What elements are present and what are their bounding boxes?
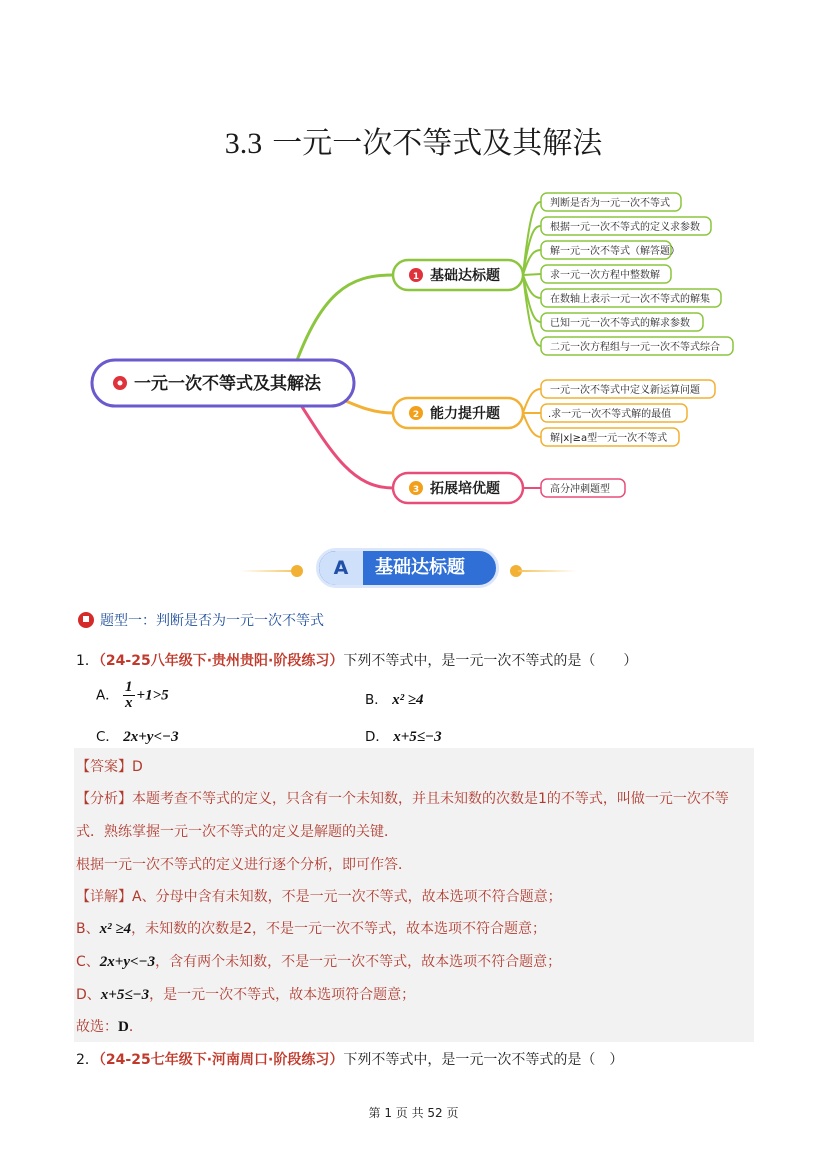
leaf-label: 在数轴上表示一元一次不等式的解集 [550,294,710,305]
leaf-label: 一元一次不等式中定义新运算问题 [550,385,700,396]
question-2-stem: 下列不等式中，是一元一次不等式的是（ ） [343,1052,624,1068]
branch-3-label: 拓展培优题 [430,481,500,497]
mind-map [0,180,827,510]
branch-1-leaves [541,193,733,355]
title-text: 一元一次不等式及其解法 [272,126,603,161]
leaf-label: .求一元一次不等式解的最值 [548,409,672,420]
branch-1-label: 基础达标题 [430,268,500,284]
banner-line-right [518,570,576,572]
banner-line-left [240,570,298,572]
option-b: B． x² ≥4 [365,692,424,708]
root-label: 一元一次不等式及其解法 [134,374,321,394]
branch-2-label: 能力提升题 [430,406,500,422]
banner-dot-left [291,565,303,577]
section-letter: A [319,551,363,585]
page-title [0,118,827,162]
question-1-source: （24-25八年级下·贵州贵阳·阶段练习） [98,653,344,669]
page-footer: 第 1 页 共 52 页 [368,1106,459,1120]
svg-text:2: 2 [412,410,420,420]
question-type-label: 题型一：判断是否为一元一次不等式 [100,613,324,629]
answer-line: 【答案】D [76,759,143,775]
title-number: 3.3 [224,127,263,160]
section-label: 基础达标题 [375,557,465,578]
choice-line: 故选：D． [76,1019,143,1035]
leaf-label: 解|x|≥a型一元一次不等式 [550,433,668,444]
detail-line-b: B、x² ≥4，未知数的次数是2，不是一元一次不等式，故本选项不符合题意； [76,921,546,937]
detail-line-d: D、x+5≤−3，是一元一次不等式，故本选项符合题意； [76,987,416,1003]
question-type-heading [78,610,324,630]
analysis-line: 【分析】本题考查不等式的定义，只含有一个未知数，并且未知数的次数是1的不等式，叫做一元一次不等 [76,791,729,807]
question-2-source: （24-25七年级下·河南周口·阶段练习） [98,1052,344,1068]
option-c: C． 2x+y<−3 [96,729,179,745]
svg-text:3: 3 [412,485,420,495]
leaf-label: 二元一次方程组与一元一次不等式综合 [550,342,720,353]
leaf-label: 高分冲刺题型 [550,484,610,495]
leaf-label: 已知一元一次不等式的解求参数 [550,318,690,329]
detail-line-c: C、2x+y<−3，含有两个未知数，不是一元一次不等式，故本选项不符合题意； [76,954,562,970]
analysis-line: 式．熟练掌握一元一次不等式的定义是解题的关键． [76,824,398,840]
option-a: A． $\frac{1}{x}$ +1>5 [96,679,169,711]
svg-text:1: 1 [412,272,420,282]
branch-3-leaves [541,479,625,497]
option-a-fraction: $\frac{1}{x}$ [125,679,133,711]
analysis-line: 根据一元一次不等式的定义进行逐个分析，即可作答． [76,857,412,873]
option-d: D． x+5≤−3 [365,729,442,745]
leaf-label: 解一元一次不等式（解答题） [550,246,680,257]
leaf-label: 求一元一次方程中整数解 [550,270,660,281]
leaf-label: 根据一元一次不等式的定义求参数 [550,222,700,233]
flag-icon [78,612,94,628]
branch-2-leaves [541,380,715,446]
detail-line: 【详解】A、分母中含有未知数，不是一元一次不等式，故本选项不符合题意； [76,889,562,905]
question-2: 2．（24-25七年级下·河南周口·阶段练习）下列不等式中，是一元一次不等式的是（ ） [76,1052,624,1068]
question-1-stem: 下列不等式中，是一元一次不等式的是（ ） [343,653,638,669]
section-banner [316,548,499,588]
question-1: 1．（24-25八年级下·贵州贵阳·阶段练习）下列不等式中，是一元一次不等式的是（ ） [76,653,638,669]
leaf-label: 判断是否为一元一次不等式 [550,198,670,209]
